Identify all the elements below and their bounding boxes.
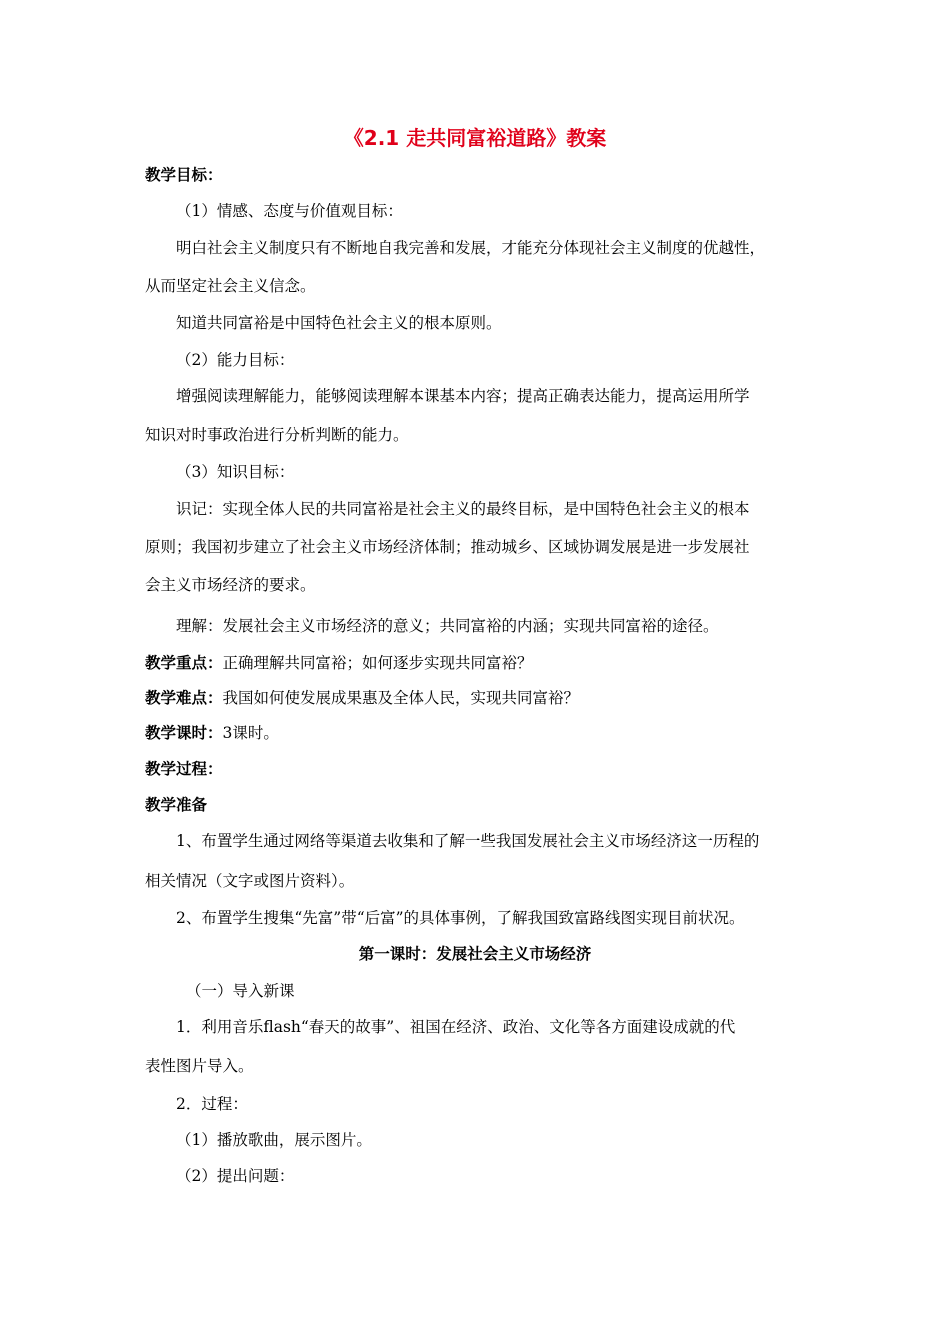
paragraph-line: 知识对时事政治进行分析判断的能力。	[145, 426, 409, 444]
key-points-label: 教学重点：	[145, 654, 223, 672]
lesson-1-heading: 第一课时：发展社会主义市场经济	[358, 945, 592, 963]
process-heading: 教学过程：	[145, 760, 223, 778]
paragraph-line: （1）播放歌曲，展示图片。	[176, 1131, 372, 1149]
objective-3-heading: （3）知识目标：	[176, 463, 295, 481]
class-hours-row	[145, 721, 950, 745]
document-title: 《2.1 走共同富裕道路》教案	[343, 126, 607, 150]
paragraph-line: 2．过程：	[176, 1095, 248, 1113]
objectives-heading: 教学目标：	[145, 166, 223, 184]
class-hours-text: 3课时。	[222, 724, 279, 742]
paragraph-line: 1．利用音乐flash“春天的故事”、祖国在经济、政治、文化等各方面建设成就的代	[176, 1018, 736, 1036]
paragraph-line: 1、布置学生通过网络等渠道去收集和了解一些我国发展社会主义市场经济这一历程的	[176, 832, 760, 850]
key-points-text: 正确理解共同富裕；如何逐步实现共同富裕？	[222, 654, 533, 672]
paragraph-line: 会主义市场经济的要求。	[145, 576, 316, 594]
preparation-heading: 教学准备	[145, 796, 208, 814]
paragraph-line: 理解：发展社会主义市场经济的意义；共同富裕的内涵；实现共同富裕的途径。	[176, 617, 719, 635]
objective-1-heading: （1）情感、态度与价值观目标：	[176, 202, 403, 220]
paragraph-line: 增强阅读理解能力，能够阅读理解本课基本内容；提高正确表达能力，提高运用所学	[176, 387, 750, 405]
paragraph-line: 表性图片导入。	[145, 1057, 254, 1075]
intro-heading: （一）导入新课	[186, 982, 295, 1000]
paragraph-line: （2）提出问题：	[176, 1167, 295, 1185]
paragraph-line: 相关情况（文字或图片资料）。	[145, 872, 355, 890]
paragraph-line: 知道共同富裕是中国特色社会主义的根本原则。	[176, 314, 502, 332]
difficulty-text: 我国如何使发展成果惠及全体人民，实现共同富裕？	[222, 689, 580, 707]
key-points-row	[145, 651, 950, 675]
objective-2-heading: （2）能力目标：	[176, 351, 295, 369]
difficulty-label: 教学难点：	[145, 689, 223, 707]
paragraph-line: 原则；我国初步建立了社会主义市场经济体制；推动城乡、区域协调发展是进一步发展社	[145, 538, 750, 556]
paragraph-line: 2、布置学生搜集“先富”带“后富”的具体事例，了解我国致富路线图实现目前状况。	[176, 909, 745, 927]
class-hours-label: 教学课时：	[145, 724, 223, 742]
paragraph-line: 识记：实现全体人民的共同富裕是社会主义的最终目标，是中国特色社会主义的根本	[176, 500, 750, 518]
paragraph-line: 从而坚定社会主义信念。	[145, 277, 316, 295]
paragraph-line: 明白社会主义制度只有不断地自我完善和发展，才能充分体现社会主义制度的优越性，	[176, 239, 766, 257]
difficulty-row	[145, 686, 950, 710]
